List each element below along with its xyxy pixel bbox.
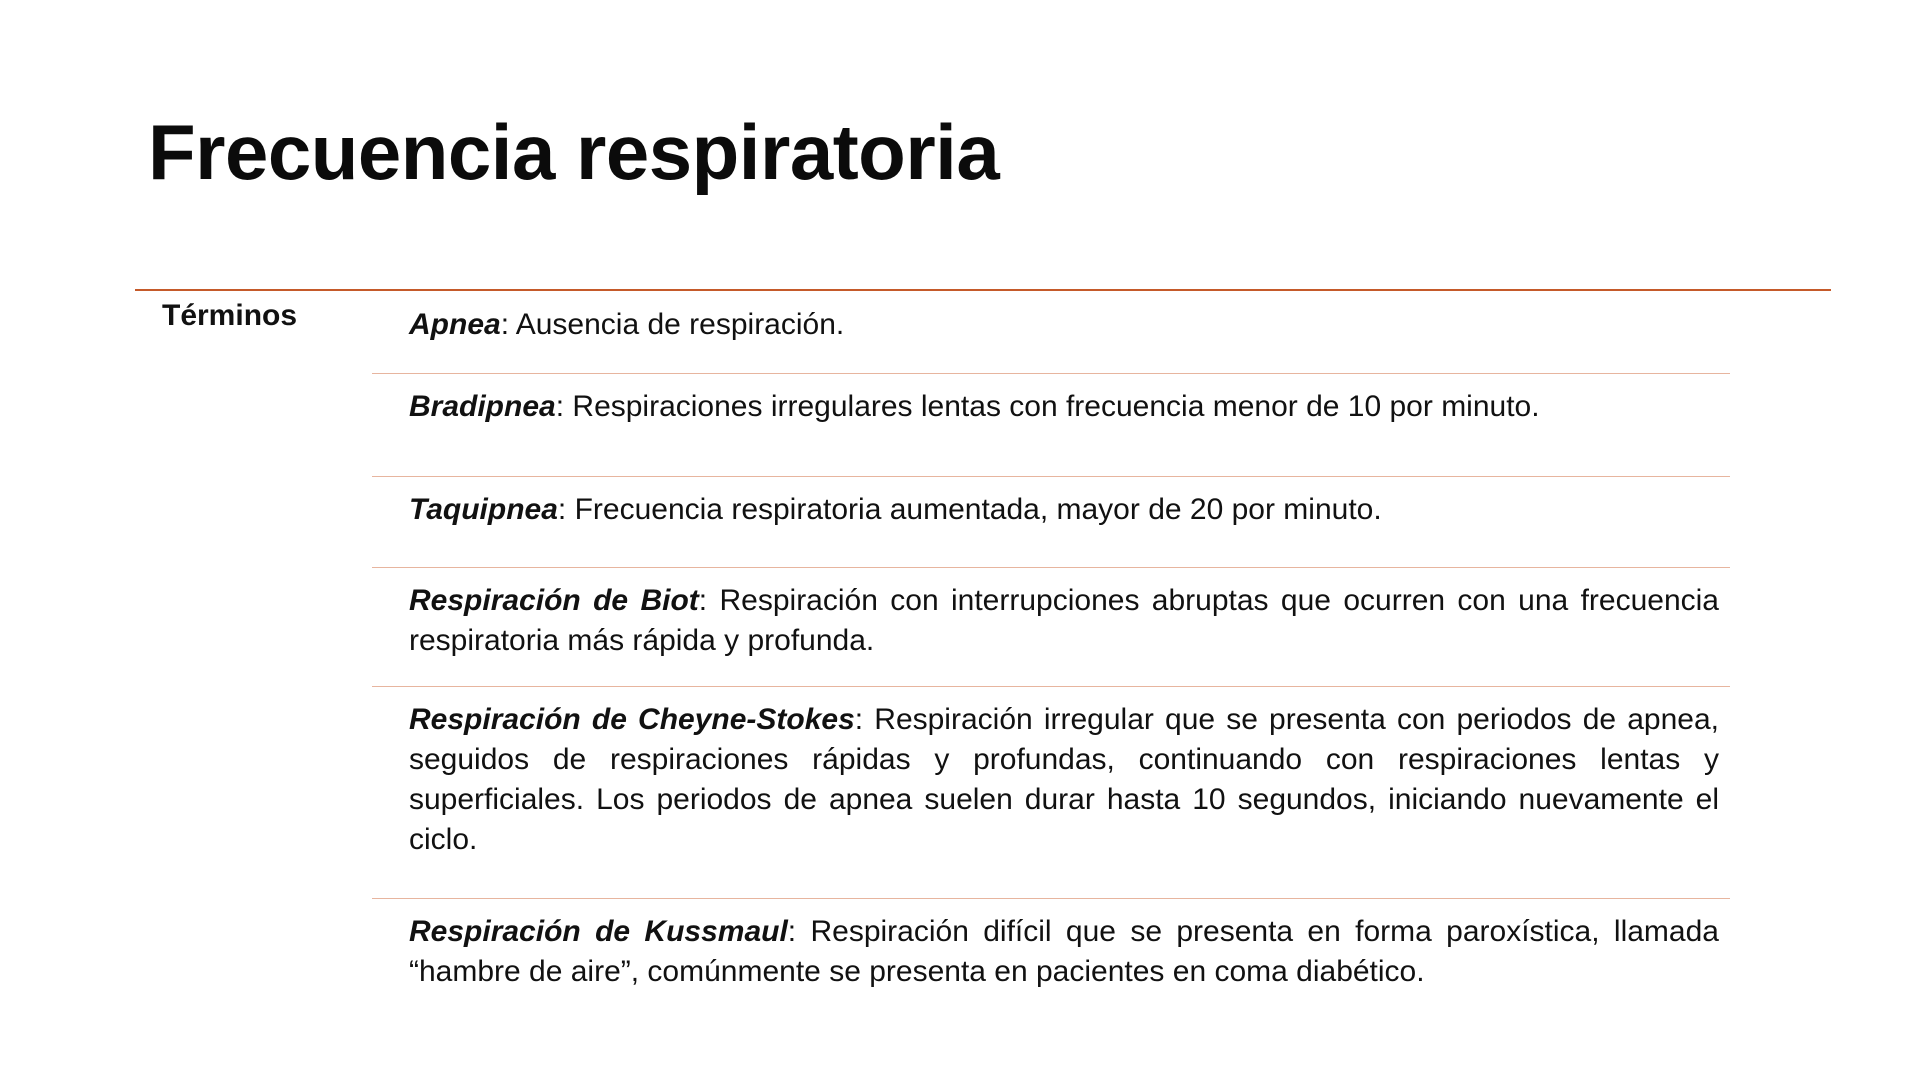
- term-word: Taquipnea: [409, 493, 558, 526]
- term-separator: :: [787, 915, 797, 948]
- term-separator: :: [854, 703, 864, 736]
- term-word: Respiración de Cheyne-Stokes: [409, 703, 855, 736]
- term-definition: Ausencia de respiración.: [509, 308, 845, 341]
- terms-list: [372, 292, 1730, 1080]
- term-row-apnea: [372, 292, 1730, 374]
- term-definition: Respiración con interrupciones abruptas que ocurren con una frecuencia respiratoria más rápida y profunda.: [409, 584, 1719, 657]
- term-definition: Frecuencia respiratoria aumentada, mayor de 20 por minuto.: [566, 493, 1382, 526]
- slide-title: Frecuencia respiratoria: [148, 108, 1000, 196]
- term-row-kussmaul: [372, 899, 1730, 1080]
- section-label: Términos: [162, 299, 298, 332]
- term-row-biot: [372, 568, 1730, 687]
- term-definition: Respiración difícil que se presenta en forma paroxística, llamada “hambre de aire”, comúnmente se presenta en pacientes en coma diabético.: [409, 915, 1719, 988]
- term-row-cheyne-stokes: [372, 687, 1730, 899]
- term-definition: Respiración irregular que se presenta con periodos de apnea, seguidos de respiraciones rápidas y profundas, continuando con respiraciones lentas y superficiales. Los periodos de apnea suelen durar hasta 10 segundos, iniciando nuevamente el ciclo.: [409, 703, 1719, 856]
- term-word: Respiración de Kussmaul: [409, 915, 788, 948]
- term-row-bradipnea: [372, 374, 1730, 477]
- term-word: Respiración de Biot: [409, 584, 699, 617]
- term-definition: Respiraciones irregulares lentas con frecuencia menor de 10 por minuto.: [564, 390, 1540, 423]
- term-row-taquipnea: [372, 477, 1730, 568]
- title-divider: [135, 289, 1831, 291]
- term-separator: :: [500, 308, 510, 341]
- term-word: Bradipnea: [409, 390, 556, 423]
- term-separator: :: [557, 493, 567, 526]
- term-separator: :: [698, 584, 708, 617]
- term-word: Apnea: [409, 308, 501, 341]
- term-separator: :: [555, 390, 565, 423]
